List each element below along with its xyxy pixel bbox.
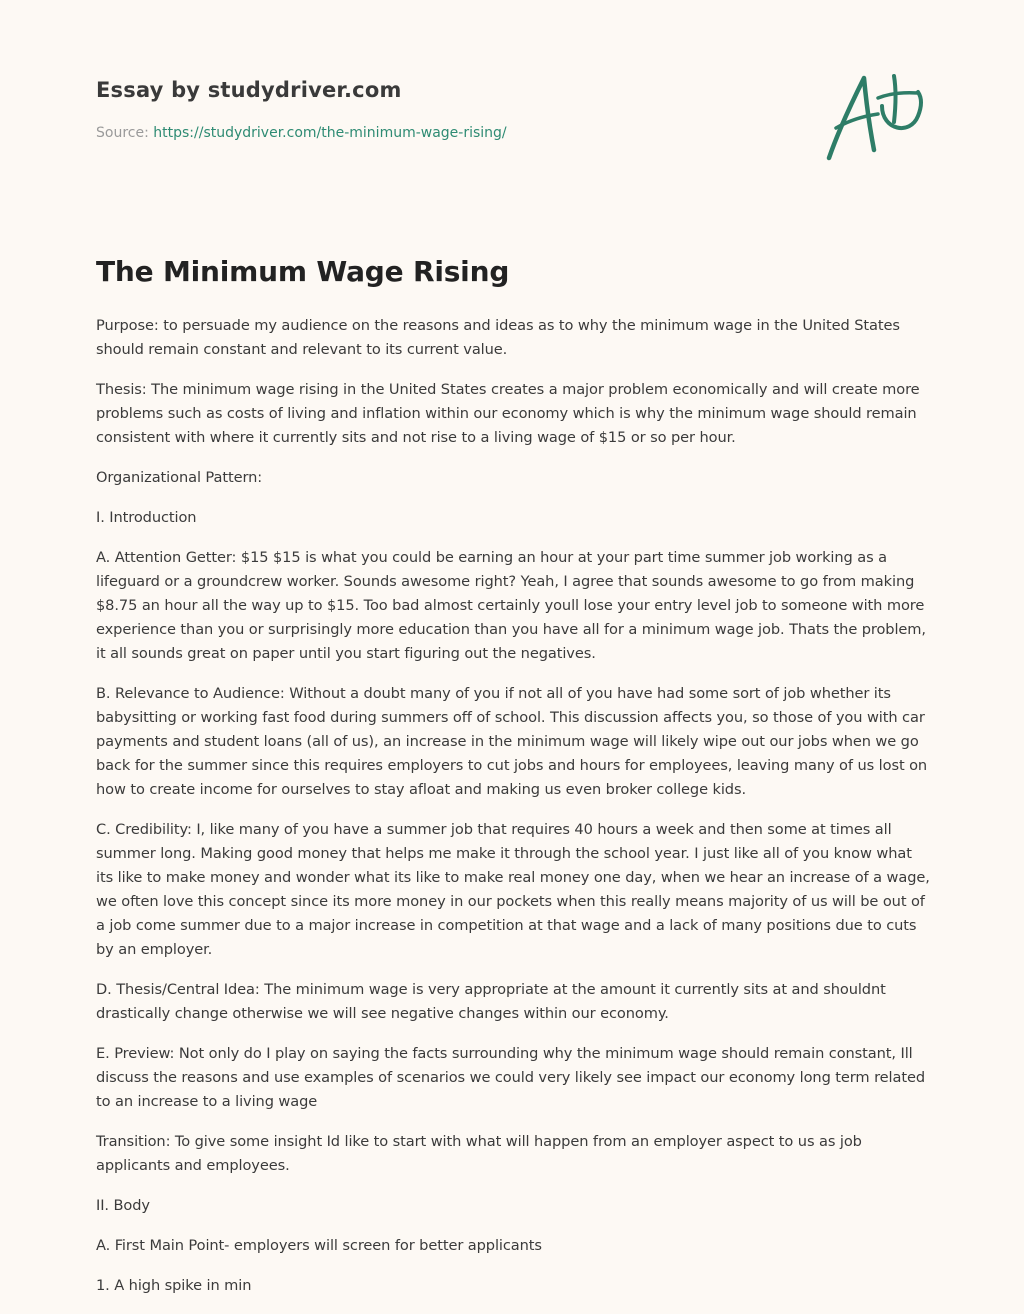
- a-plus-logo-icon: [822, 66, 932, 166]
- paragraph-introduction-heading: I. Introduction: [96, 509, 197, 526]
- source-label: Source:: [96, 125, 154, 141]
- paragraph-organizational-pattern: Organizational Pattern:: [96, 469, 263, 486]
- paragraph-high-spike: 1. A high spike in min: [96, 1277, 252, 1294]
- paragraph-thesis: Thesis: The minimum wage rising in the United States creates a major problem economically and will create more problems such as costs of living and inflation within our economy which is why the minimum wage should remain consistent with where it currently sits and not rise to a living wage of $15 or so per hour.: [96, 381, 920, 446]
- paragraph-relevance: B. Relevance to Audience: Without a doubt many of you if not all of you have had some sort of job whether its babysitting or working fast food during summers off of school. This discussion affects you, so those of you with car payments and student loans (all of us), an increase in the minimum wage will likely wipe out our jobs when we go back for the summer since this requires employers to cut jobs and hours for employees, leaving many of us lost on how to create income for ourselves to stay afloat and making us even broker college kids.: [96, 685, 928, 798]
- source-link[interactable]: https://studydriver.com/the-minimum-wage-rising/: [153, 125, 507, 141]
- paragraph-purpose: Purpose: to persuade my audience on the reasons and ideas as to why the minimum wage in the United States should remain constant and relevant to its current value.: [96, 317, 900, 358]
- essay-body: [96, 314, 930, 1314]
- essay-title: The Minimum Wage Rising: [96, 255, 510, 288]
- paragraph-credibility: C. Credibility: I, like many of you have a summer job that requires 40 hours a week and then some at times all summer long. Making good money that helps me make it through the school year. I just like all of you know what its like to make money and wonder what its like to make real money one day, when we hear an increase of a wage, we often love this concept since its more money in our pockets when this really means majority of us will be out of a job come summer due to a major increase in competition at that wage and a lack of many positions due to cuts by an employer.: [96, 821, 930, 958]
- a-plus-logo-graphic: [822, 66, 932, 166]
- paragraph-attention-getter: A. Attention Getter: $15 $15 is what you could be earning an hour at your part time summer job working as a lifeguard or a groundcrew worker. Sounds awesome right? Yeah, I agree that sounds awesome to go from making $8.75 an hour all the way up to $15. Too bad almost certainly youll lose your entry level job to someone with more experience than you or surprisingly more education than you have all for a minimum wage job. Thats the problem, it all sounds great on paper until you start figuring out the negatives.: [96, 549, 926, 662]
- page-header: [96, 76, 796, 142]
- paragraph-transition: Transition: To give some insight Id like to start with what will happen from an employer aspect to us as job applicants and employees.: [96, 1133, 862, 1174]
- source-line: [96, 124, 796, 142]
- paragraph-central-idea: D. Thesis/Central Idea: The minimum wage is very appropriate at the amount it currently sits at and shouldnt drastically change otherwise we will see negative changes within our economy.: [96, 981, 886, 1022]
- paragraph-preview: E. Preview: Not only do I play on saying the facts surrounding why the minimum wage should remain constant, Ill discuss the reasons and use examples of scenarios we could very likely see impact our economy long term related to an increase to a living wage: [96, 1045, 925, 1110]
- site-title: Essay by studydriver.com: [96, 78, 402, 102]
- paragraph-first-main-point: A. First Main Point- employers will screen for better applicants: [96, 1237, 542, 1254]
- paragraph-body-heading: II. Body: [96, 1197, 150, 1214]
